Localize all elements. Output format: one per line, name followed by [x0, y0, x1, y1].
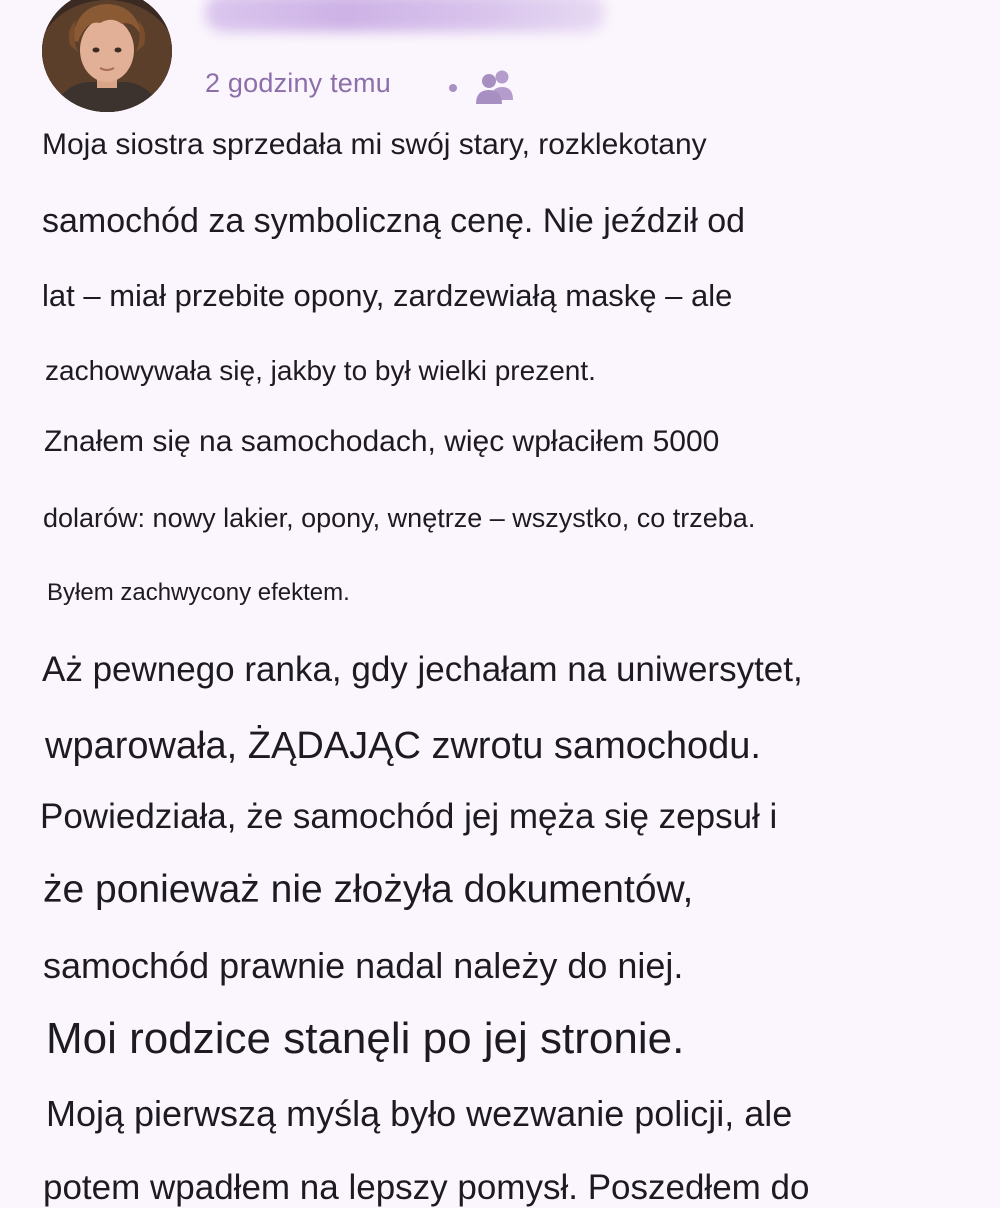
post-text-line: Moi rodzice stanęli po jej stronie. — [46, 1014, 685, 1063]
post-text-line: Moją pierwszą myślą było wezwanie policji, ale — [46, 1093, 793, 1134]
post-text-line: Znałem się na samochodach, więc wpłaciłem 5000 — [44, 425, 720, 458]
post-text-line: lat – miał przebite opony, zardzewiałą maskę – ale — [42, 278, 733, 313]
post-text-line: dolarów: nowy lakier, opony, wnętrze – wszystko, co trzeba. — [43, 503, 756, 533]
post-text-line: Byłem zachwycony efektem. — [47, 579, 350, 606]
post-timestamp[interactable]: 2 godziny temu — [205, 68, 391, 98]
post-text-line: samochód za symboliczną cenę. Nie jeździł od — [42, 202, 746, 240]
post-text-line: potem wpadłem na lepszy pomysł. Poszedłem do — [43, 1168, 810, 1207]
post-text-line: zachowywała się, jakby to był wielki prezent. — [45, 355, 596, 386]
post-text-line: Aż pewnego ranka, gdy jechałam na uniwersytet, — [42, 650, 803, 689]
post-text-line: wparowała, ŻĄDAJĄC zwrotu samochodu. — [45, 725, 761, 767]
post-text-line: że ponieważ nie złożyła dokumentów, — [43, 868, 694, 911]
post-text-line: samochód prawnie nadal należy do niej. — [43, 945, 684, 986]
post-text-line: Moja siostra sprzedała mi swój stary, rozklekotany — [42, 128, 707, 161]
post-text-line: Powiedziała, że samochód jej męża się zepsuł i — [40, 797, 778, 836]
